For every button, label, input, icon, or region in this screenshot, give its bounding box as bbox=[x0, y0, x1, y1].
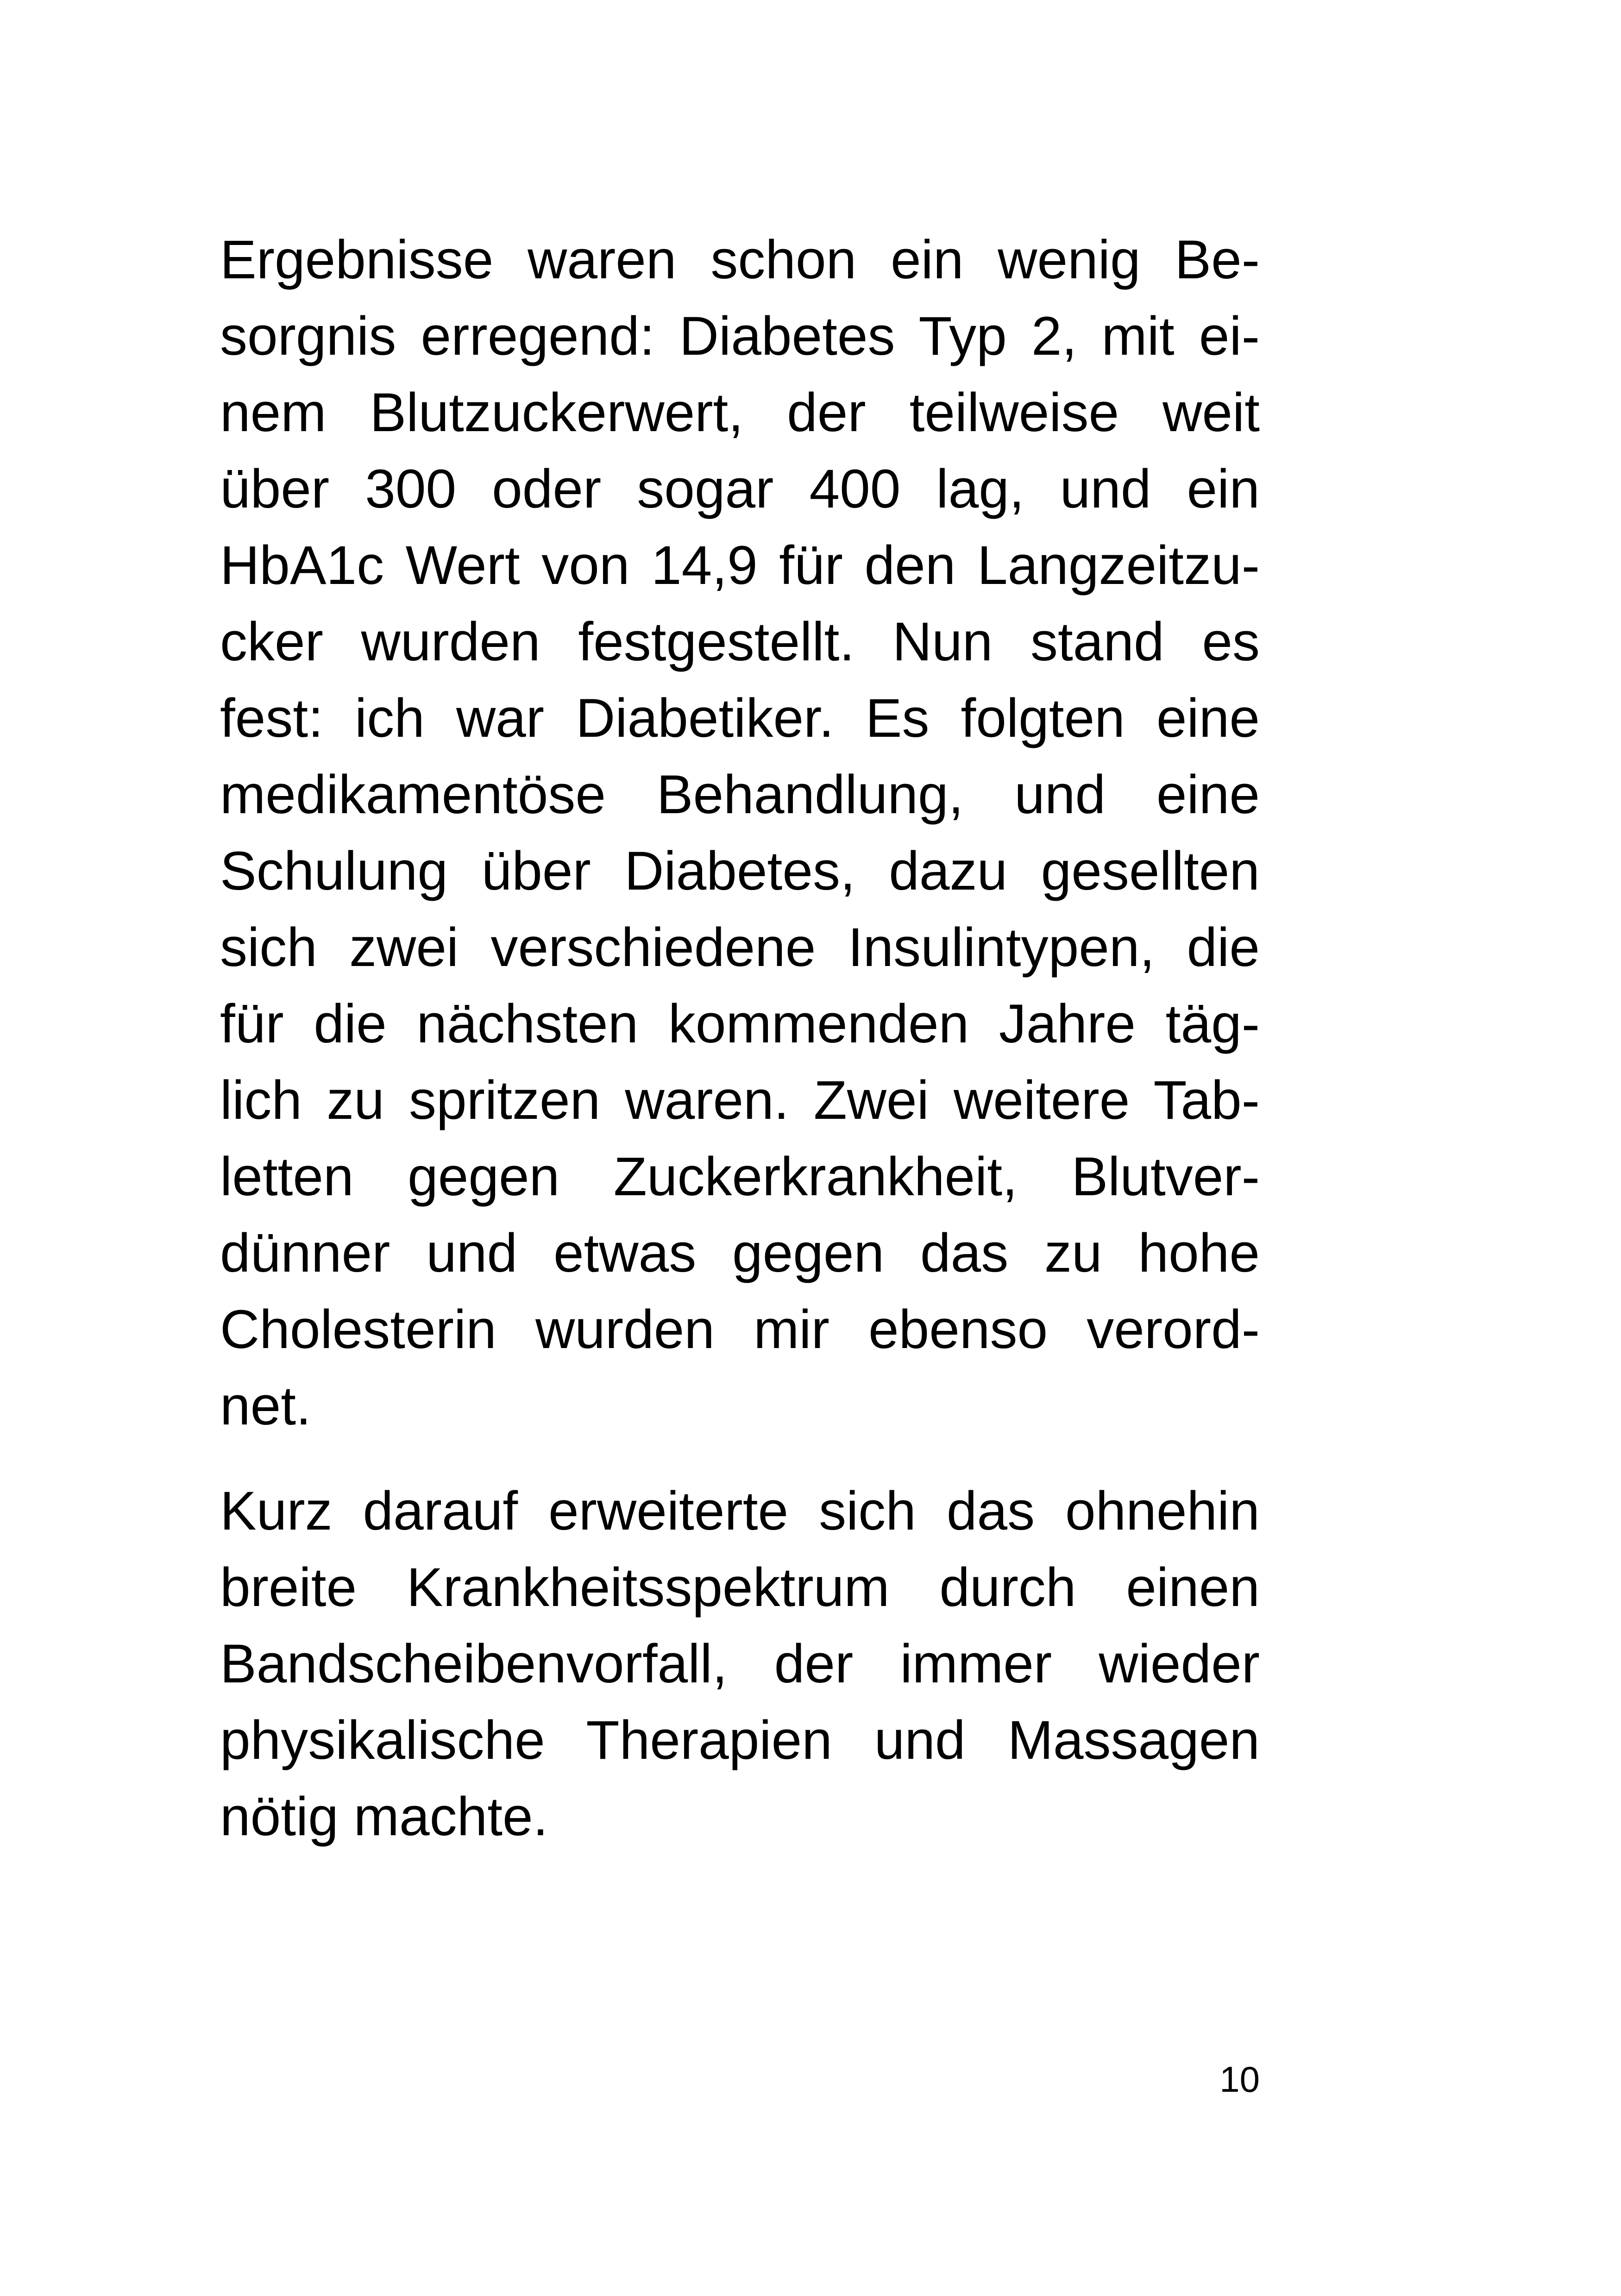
text-line: physikalische Therapien und Massagen bbox=[220, 1710, 1260, 1771]
paragraph bbox=[220, 222, 1260, 1444]
text-line: nem Blutzuckerwert, der teilweise weit bbox=[220, 382, 1260, 443]
text-line: Bandscheibenvorfall, der immer wieder bbox=[220, 1633, 1260, 1694]
text-line: nötig machte. bbox=[220, 1786, 548, 1847]
paragraph bbox=[220, 1473, 1260, 1855]
paragraph-spacer bbox=[220, 1444, 1260, 1473]
text-line: lich zu spritzen waren. Zwei weitere Tab- bbox=[220, 1070, 1260, 1131]
text-line: letten gegen Zuckerkrankheit, Blutver- bbox=[220, 1146, 1260, 1207]
text-line: breite Krankheitsspektrum durch einen bbox=[220, 1557, 1260, 1618]
text-line: fest: ich war Diabetiker. Es folgten eine bbox=[220, 688, 1260, 749]
text-line: sorgnis erregend: Diabetes Typ 2, mit ei- bbox=[220, 306, 1260, 367]
text-line: Ergebnisse waren schon ein wenig Be- bbox=[220, 229, 1260, 290]
text-line: für die nächsten kommenden Jahre täg- bbox=[220, 993, 1260, 1054]
body-text bbox=[220, 222, 1260, 1855]
text-line: über 300 oder sogar 400 lag, und ein bbox=[220, 458, 1260, 520]
text-line: medikamentöse Behandlung, und eine bbox=[220, 764, 1260, 825]
text-line: sich zwei verschiedene Insulintypen, die bbox=[220, 917, 1260, 978]
text-line: cker wurden festgestellt. Nun stand es bbox=[220, 611, 1260, 672]
text-line: HbA1c Wert von 14,9 für den Langzeitzu- bbox=[220, 535, 1260, 596]
text-line: dünner und etwas gegen das zu hohe bbox=[220, 1223, 1260, 1284]
page-number: 10 bbox=[1219, 2059, 1260, 2100]
text-line: net. bbox=[220, 1375, 311, 1437]
text-line: Schulung über Diabetes, dazu gesellten bbox=[220, 841, 1260, 902]
text-line: Cholesterin wurden mir ebenso verord- bbox=[220, 1299, 1260, 1360]
text-line: Kurz darauf erweiterte sich das ohnehin bbox=[220, 1480, 1260, 1542]
